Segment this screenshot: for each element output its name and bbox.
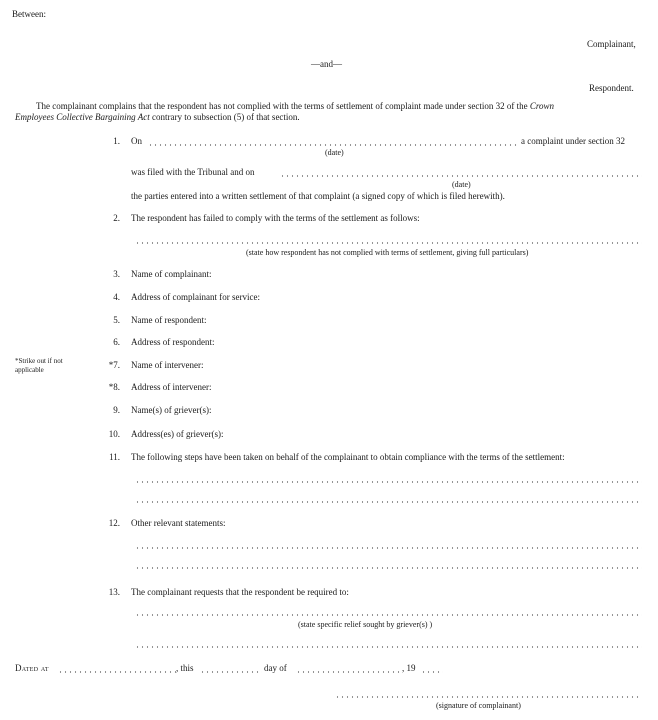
item-1-date-field[interactable] (148, 144, 518, 146)
item-11-field-line-1[interactable] (135, 481, 642, 483)
day-field[interactable] (200, 671, 262, 673)
respondent-label: Respondent. (589, 83, 634, 93)
item-13-number: 13. (108, 587, 120, 597)
item-13-text: The complainant requests that the respondent be required to: (131, 587, 349, 597)
this-label: , this (176, 663, 194, 673)
item-4-text: Address of complainant for service: (131, 292, 260, 302)
item-1-date-caption: (date) (325, 148, 344, 157)
year-label: , 19 (402, 663, 416, 673)
item-7-text: Name of intervener: (131, 360, 204, 370)
item-1-filed: was filed with the Tribunal and on (131, 167, 255, 177)
item-1-on: On (131, 136, 142, 146)
item-8-number: *8. (108, 382, 120, 392)
signature-caption: (signature of complainant) (436, 701, 521, 710)
item-1-number: 1. (113, 136, 120, 146)
item-12-number: 12. (108, 518, 120, 528)
item-11-text: The following steps have been taken on behalf of the complainant to obtain compliance with the terms of the settlement: (131, 452, 565, 462)
intro-line-1: The complainant complains that the respondent has not complied with the terms of settlement of complaint made under section 32 of the Crown (36, 101, 555, 111)
item-11-number: 11. (109, 452, 120, 462)
dated-at-label: Dated at (15, 663, 49, 673)
item-9-number: 9. (113, 405, 120, 415)
item-2-text: The respondent has failed to comply with the terms of the settlement as follows: (131, 213, 420, 223)
year-field[interactable] (421, 671, 443, 673)
item-2-caption: (state how respondent has not complied with terms of settlement, giving full particulars) (246, 248, 529, 257)
item-1-settlement-date-field[interactable] (280, 175, 642, 177)
item-4-number: 4. (113, 292, 120, 302)
margin-note-line-2: applicable (15, 366, 44, 374)
item-1-tail: a complaint under section 32 (521, 136, 625, 146)
dated-place-field[interactable] (58, 671, 176, 673)
item-7-number: *7. (108, 360, 120, 370)
item-2-number: 2. (113, 213, 120, 223)
item-1-date-caption-2: (date) (452, 180, 471, 189)
item-3-number: 3. (113, 269, 120, 279)
item-13-caption: (state specific relief sought by griever(s) ) (298, 620, 433, 629)
item-2-field[interactable] (135, 242, 642, 244)
item-1-parties: the parties entered into a written settlement of that complaint (a signed copy of which is filed herewith). (131, 191, 505, 201)
between-label: Between: (12, 9, 46, 19)
month-field[interactable] (296, 671, 402, 673)
complainant-label: Complainant, (587, 39, 636, 49)
and-separator: —and— (311, 59, 342, 69)
signature-field[interactable] (335, 696, 640, 698)
item-5-text: Name of respondent: (131, 315, 207, 325)
item-13-field-line-1[interactable] (135, 614, 642, 616)
intro-line-2: Employees Collective Bargaining Act contrary to subsection (5) of that section. (15, 112, 300, 122)
item-13-field-line-2[interactable] (135, 646, 642, 648)
margin-note-line-1: *Strike out if not (15, 357, 63, 365)
item-12-field-line-1[interactable] (135, 547, 642, 549)
item-12-text: Other relevant statements: (131, 518, 226, 528)
item-10-number: 10. (108, 429, 120, 439)
item-3-text: Name of complainant: (131, 269, 212, 279)
item-10-text: Address(es) of griever(s): (131, 429, 224, 439)
day-of-label: day of (264, 663, 287, 673)
item-5-number: 5. (113, 315, 120, 325)
item-8-text: Address of intervener: (131, 382, 212, 392)
item-6-text: Address of respondent: (131, 337, 215, 347)
item-12-field-line-2[interactable] (135, 567, 642, 569)
item-11-field-line-2[interactable] (135, 501, 642, 503)
item-9-text: Name(s) of griever(s): (131, 405, 212, 415)
item-6-number: 6. (113, 337, 120, 347)
